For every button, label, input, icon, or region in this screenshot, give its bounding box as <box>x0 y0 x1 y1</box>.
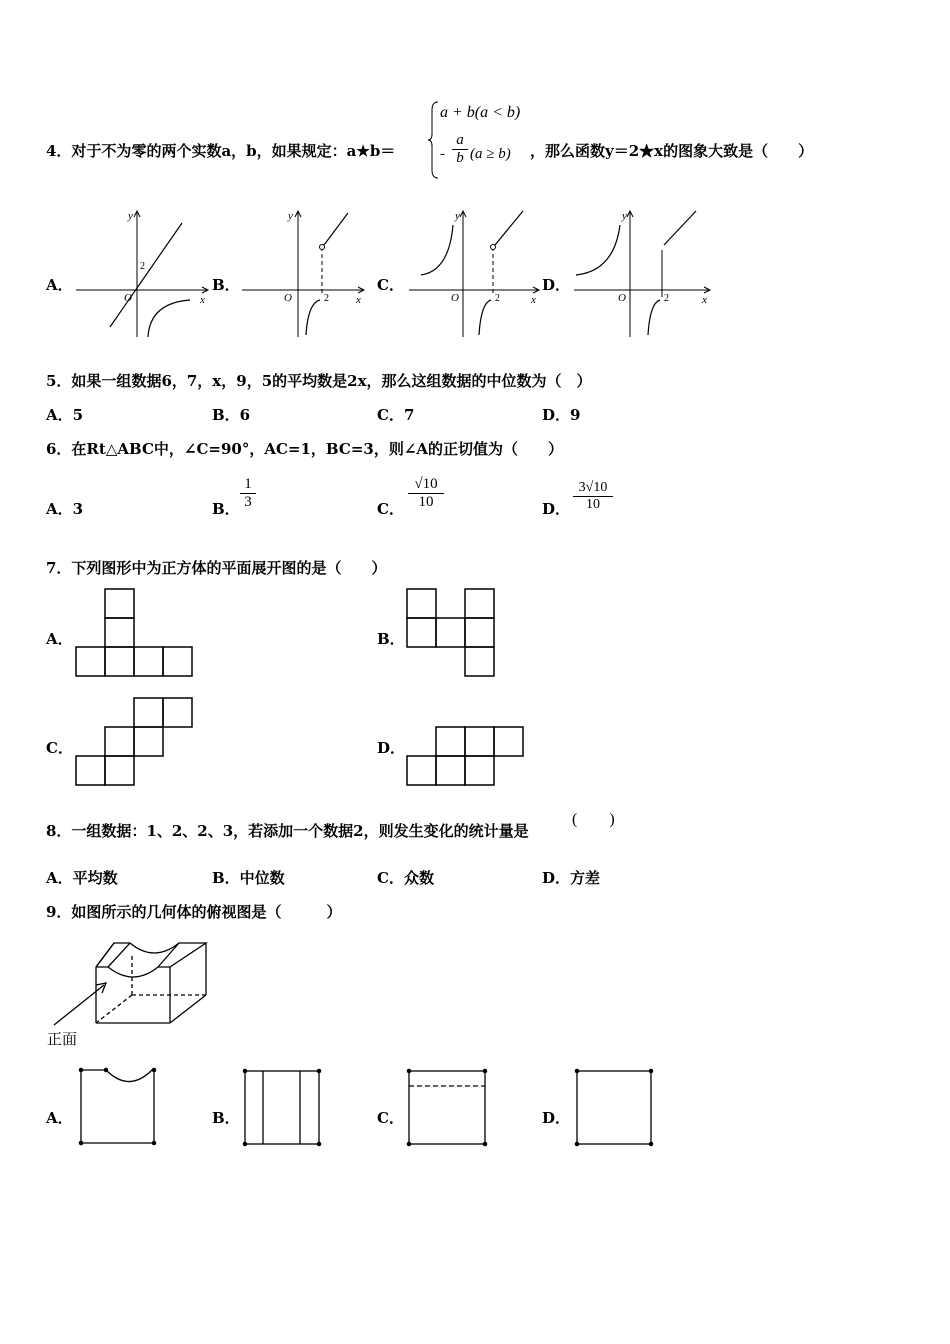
q8-option-d: D．方差 <box>542 869 601 887</box>
q4-graph-a-y-label: y <box>128 210 133 222</box>
q6-option-b-fraction <box>240 476 256 511</box>
q9-front-label: 正面 <box>47 1030 78 1048</box>
q4-case2-den: b <box>456 150 464 166</box>
q9-option-a-label: A． <box>46 1109 73 1127</box>
q6-stem: 6．在Rt△ABC中，∠C=90°，AC=1，BC=3，则∠A的正切值为（ ） <box>46 440 564 458</box>
q4-graph-b-mark: 2 <box>324 293 329 304</box>
q6-option-c-num: √10 <box>414 476 438 492</box>
q7-option-b-label: B． <box>377 630 405 648</box>
q4-graph-d <box>570 205 715 340</box>
q4-graph-a-mark: 2 <box>140 261 145 272</box>
q8-answer-paren: ( ) <box>572 811 615 828</box>
q4-case2-fraction <box>452 132 468 167</box>
q9-option-c-label: C． <box>377 1109 404 1127</box>
q4-stem-suffix: ，那么函数y＝2★x的图象大致是（ ） <box>530 142 814 160</box>
q5-option-a: A．5 <box>46 406 84 424</box>
q8-stem: 8．一组数据：1、2、2、3，若添加一个数据2，则发生变化的统计量是 <box>46 822 529 840</box>
q7-stem: 7．下列图形中为正方体的平面展开图的是（ ） <box>46 559 387 577</box>
q4-option-d-label: D． <box>542 276 571 294</box>
q7-net-c <box>76 697 194 787</box>
q4-case2-sign: - <box>440 146 445 162</box>
q6-option-d-num: 3√10 <box>578 480 608 495</box>
q4-brace <box>428 100 440 180</box>
q7-option-d-label: D． <box>377 739 406 757</box>
q7-net-d <box>406 726 526 786</box>
q6-option-c-label: C． <box>377 500 404 518</box>
q9-view-a <box>78 1067 158 1147</box>
q7-option-c-label: C． <box>46 739 73 757</box>
q9-stem: 9．如图所示的几何体的俯视图是（ ） <box>46 903 342 921</box>
q8-option-a: A．平均数 <box>46 869 118 887</box>
q4-graph-a-x-label: x <box>200 294 205 306</box>
q5-stem: 5．如果一组数据6，7，x，9，5的平均数是2x，那么这组数据的中位数为（ ） <box>46 372 592 390</box>
q4-graph-a <box>72 205 212 340</box>
q4-graph-a-origin: O <box>124 292 132 304</box>
q7-net-a <box>76 588 194 678</box>
q4-stem: 4．对于不为零的两个实数a，b，如果规定：a★b＝ <box>46 142 396 160</box>
q4-graph-d-x-label: x <box>702 294 707 306</box>
q4-option-b-label: B． <box>212 276 240 294</box>
q4-graph-c-x-label: x <box>531 294 536 306</box>
q6-option-d-fraction <box>573 480 613 513</box>
q7-option-a-label: A． <box>46 630 73 648</box>
q8-option-c: C．众数 <box>377 869 434 887</box>
q4-case2-num: a <box>456 132 464 148</box>
q4-case1: a + b(a < b) <box>440 104 521 121</box>
q4-graph-b-x-label: x <box>356 294 361 306</box>
q4-case2-cond: (a ≥ b) <box>470 146 511 162</box>
q9-view-c <box>406 1068 488 1148</box>
q6-option-d-den: 10 <box>586 497 600 512</box>
q4-graph-d-origin: O <box>618 292 626 304</box>
q6-option-b-num: 1 <box>244 476 252 492</box>
q6-option-a: A．3 <box>46 500 84 518</box>
q4-graph-b <box>238 205 378 340</box>
q6-option-b-den: 3 <box>244 494 252 510</box>
q9-view-b <box>242 1068 322 1148</box>
q6-option-c-fraction <box>408 476 444 511</box>
q4-graph-d-y-label: y <box>622 210 627 222</box>
q8-option-b: B．中位数 <box>212 869 285 887</box>
q4-graph-c-mark: 2 <box>495 293 500 304</box>
q4-graph-c <box>405 205 545 340</box>
q4-option-c-label: C． <box>377 276 404 294</box>
q7-net-b <box>406 588 496 678</box>
q5-option-b: B．6 <box>212 406 251 424</box>
q4-graph-c-origin: O <box>451 292 459 304</box>
q6-option-c-den: 10 <box>418 494 434 510</box>
q6-option-d-label: D． <box>542 500 571 518</box>
q4-graph-c-y-label: y <box>455 210 460 222</box>
q4-graph-b-origin: O <box>284 292 292 304</box>
q9-view-d <box>574 1068 656 1148</box>
q4-graph-d-mark: 2 <box>664 293 669 304</box>
q9-option-d-label: D． <box>542 1109 571 1127</box>
q4-graph-b-y-label: y <box>288 210 293 222</box>
q6-option-b-label: B． <box>212 500 240 518</box>
q5-option-d: D．9 <box>542 406 581 424</box>
q5-option-c: C．7 <box>377 406 415 424</box>
q4-option-a-label: A． <box>46 276 73 294</box>
q9-option-b-label: B． <box>212 1109 240 1127</box>
